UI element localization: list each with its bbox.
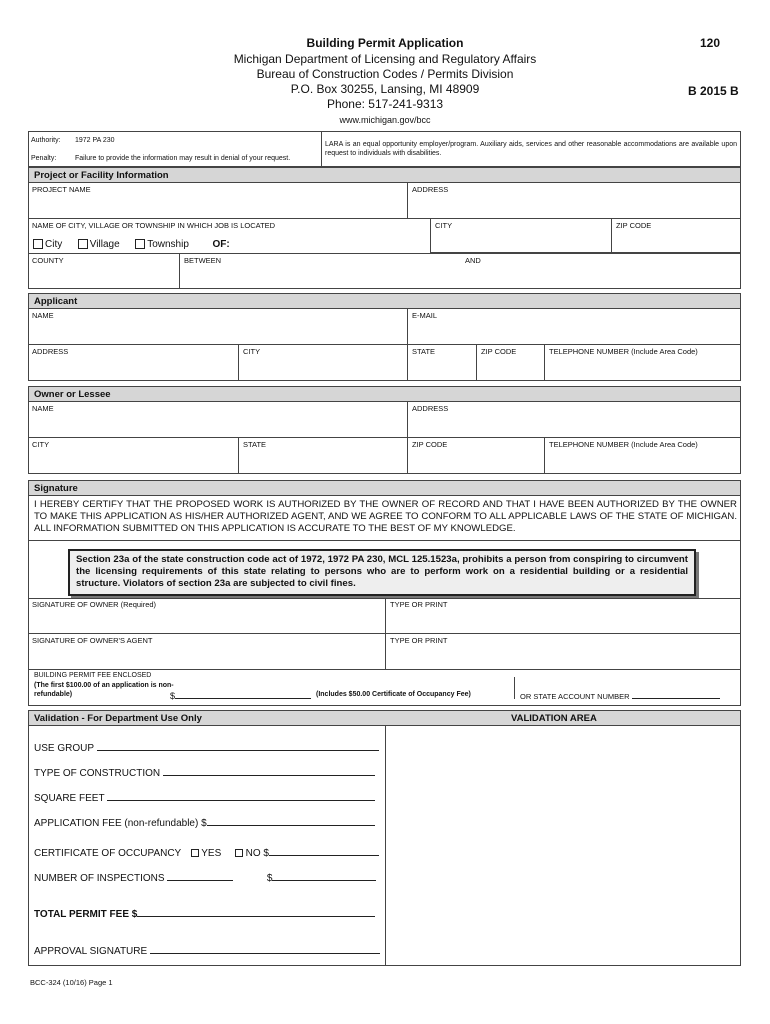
eeo-statement: LARA is an equal opportunity employer/program. Auxiliary aids, services and other reasonable accommodations are available upon request to individuals with disabilities. [325, 141, 737, 157]
project-zip-field[interactable] [611, 219, 741, 253]
inspections-row [34, 871, 376, 884]
county-label: COUNTY [32, 256, 64, 265]
section-23a-notice [68, 549, 696, 596]
between-label: BETWEEN [184, 256, 222, 265]
inspections-fee-field[interactable] [272, 871, 376, 881]
applicant-state-label: STATE [412, 347, 436, 356]
township-checkbox[interactable] [135, 239, 145, 249]
use-group-field[interactable] [34, 741, 379, 754]
authority-value: 1972 PA 230 [75, 137, 115, 144]
total-fee-label: TOTAL PERMIT FEE $ [34, 909, 138, 920]
owner-signature-field[interactable] [28, 598, 385, 634]
certification-statement: I HEREBY CERTIFY THAT THE PROPOSED WORK IS AUTHORIZED BY THE OWNER OF RECORD AND THAT I HAVE BEEN AUTHORIZED BY THE OWNER TO MAKE THIS APPLICATION AS HIS/HER AUTHORIZED AGENT, AND WE AGREE TO CONFORM TO ALL APPLICABLE LAWS OF THE STATE OF MICHIGAN. ALL INFORMATION SUBMITTED ON THIS APPLICATION IS ACCURATE TO THE BEST OF MY KNOWLEDGE. [34, 499, 737, 534]
validation-area-label: VALIDATION AREA [511, 713, 597, 724]
penalty-value: Failure to provide the information may result in denial of your request. [75, 155, 291, 162]
applicant-address-label: ADDRESS [32, 347, 69, 356]
penalty-label: Penalty: [31, 155, 57, 162]
project-name-field[interactable] [28, 183, 407, 219]
certificate-occupancy-row [34, 846, 379, 859]
authority-label: Authority: [31, 137, 61, 144]
construction-type-label: TYPE OF CONSTRUCTION [34, 768, 161, 779]
applicant-address-field[interactable] [28, 345, 238, 381]
owner-name-field[interactable] [28, 402, 407, 438]
of-label: OF: [212, 239, 230, 250]
and-label: AND [465, 256, 481, 265]
village-checkbox[interactable] [78, 239, 88, 249]
inspections-label: NUMBER OF INSPECTIONS [34, 873, 165, 884]
agent-print-field[interactable] [385, 634, 741, 670]
form-number: 120 [700, 36, 721, 50]
applicant-name-field[interactable] [28, 309, 407, 345]
validation-title: Validation - For Department Use Only [34, 713, 202, 724]
applicant-email-label: E-MAIL [412, 311, 438, 320]
project-address-label: ADDRESS [412, 185, 449, 194]
owner-city-field[interactable] [28, 438, 238, 474]
department-name: Michigan Department of Licensing and Regulatory Affairs [233, 52, 537, 66]
project-city-label: CITY [435, 221, 453, 230]
project-zip-label: ZIP CODE [616, 221, 652, 230]
owner-state-label: STATE [243, 440, 267, 449]
inspections-count-field[interactable] [167, 871, 233, 881]
city-option-label: City [45, 239, 63, 250]
municipality-type-options [33, 239, 230, 250]
co-yes-label: YES [201, 848, 222, 859]
square-feet-label: SQUARE FEET [34, 793, 105, 804]
applicant-phone-label: TELEPHONE NUMBER (Include Area Code) [549, 347, 698, 356]
applicant-phone-field[interactable] [544, 345, 741, 381]
agent-signature-field[interactable] [28, 634, 385, 670]
owner-address-field[interactable] [407, 402, 741, 438]
owner-phone-field[interactable] [544, 438, 741, 474]
form-code: B 2015 B [688, 84, 739, 98]
fee-amount-field[interactable] [170, 689, 311, 701]
bureau-name: Bureau of Construction Codes / Permits Division [256, 67, 514, 81]
includes-co-fee-note: (Includes $50.00 Certificate of Occupancy Fee) [316, 691, 471, 698]
applicant-city-label: CITY [243, 347, 261, 356]
owner-print-field[interactable] [385, 598, 741, 634]
owner-city-label: CITY [32, 440, 50, 449]
applicant-section-header: Applicant [28, 293, 741, 309]
certificate-occupancy-label: CERTIFICATE OF OCCUPANCY [34, 848, 182, 859]
project-city-field[interactable] [430, 219, 611, 253]
fee-note: (The first $100.00 of an application is non-refundable) [34, 682, 174, 698]
state-account-field[interactable] [520, 689, 720, 701]
fee-enclosed-label: BUILDING PERMIT FEE ENCLOSED [34, 672, 152, 679]
applicant-state-field[interactable] [407, 345, 476, 381]
owner-signature-label: SIGNATURE OF OWNER (Required) [32, 600, 157, 609]
inspections-dollar-sign: $ [266, 873, 273, 884]
between-field[interactable] [179, 253, 741, 289]
use-group-label: USE GROUP [34, 743, 94, 754]
phone-number: Phone: 517-241-9313 [326, 97, 444, 111]
project-name-label: PROJECT NAME [32, 185, 91, 194]
owner-phone-label: TELEPHONE NUMBER (Include Area Code) [549, 440, 698, 449]
fee-dollar-sign: $ [170, 691, 176, 701]
state-account-label: OR STATE ACCOUNT NUMBER [520, 692, 630, 701]
township-option-label: Township [147, 239, 189, 250]
authority-box [28, 131, 741, 167]
owner-zip-label: ZIP CODE [412, 440, 448, 449]
applicant-name-label: NAME [32, 311, 54, 320]
total-fee-field[interactable] [34, 907, 375, 920]
application-fee-field[interactable] [34, 816, 375, 829]
form-footer: BCC-324 (10/16) Page 1 [30, 978, 113, 987]
owner-zip-field[interactable] [407, 438, 544, 474]
project-address-field[interactable] [407, 183, 741, 219]
village-option-label: Village [89, 239, 120, 250]
validation-section-header [28, 710, 741, 726]
owner-address-label: ADDRESS [412, 404, 449, 413]
approval-signature-label: APPROVAL SIGNATURE [34, 946, 148, 957]
county-field[interactable] [28, 253, 179, 289]
co-fee-field[interactable] [269, 846, 379, 856]
applicant-zip-label: ZIP CODE [481, 347, 517, 356]
agent-print-label: TYPE OR PRINT [390, 636, 448, 645]
city-checkbox[interactable] [33, 239, 43, 249]
applicant-zip-field[interactable] [476, 345, 544, 381]
agent-signature-label: SIGNATURE OF OWNER'S AGENT [32, 636, 153, 645]
municipality-label: NAME OF CITY, VILLAGE OR TOWNSHIP IN WHICH JOB IS LOCATED [32, 221, 276, 230]
owner-section-header: Owner or Lessee [28, 386, 741, 402]
co-no-label: NO $ [245, 848, 269, 859]
construction-type-field[interactable] [34, 766, 375, 779]
project-section-header: Project or Facility Information [28, 167, 741, 183]
applicant-email-field[interactable] [407, 309, 741, 345]
co-yes-checkbox[interactable] [191, 849, 199, 857]
co-no-checkbox[interactable] [235, 849, 243, 857]
owner-name-label: NAME [32, 404, 54, 413]
website: www.michigan.gov/bcc [339, 115, 431, 125]
signature-section-header: Signature [28, 480, 741, 496]
form-title: Building Permit Application [306, 36, 464, 50]
square-feet-field[interactable] [34, 791, 375, 804]
approval-signature-field[interactable] [34, 944, 380, 957]
section-23a-text: Section 23a of the state construction code act of 1972, 1972 PA 230, MCL 125.1523a, prohibits a person from conspiring to circumvent the licensing requirements of this state relating to persons who are to perform work on a residential building or a residential structure. Violators of section 23a are subjected to civil fines. [76, 554, 688, 589]
owner-print-label: TYPE OR PRINT [390, 600, 448, 609]
mailing-address: P.O. Box 30255, Lansing, MI 48909 [290, 82, 480, 96]
applicant-city-field[interactable] [238, 345, 407, 381]
owner-state-field[interactable] [238, 438, 407, 474]
application-fee-label: APPLICATION FEE (non-refundable) $ [34, 818, 207, 829]
